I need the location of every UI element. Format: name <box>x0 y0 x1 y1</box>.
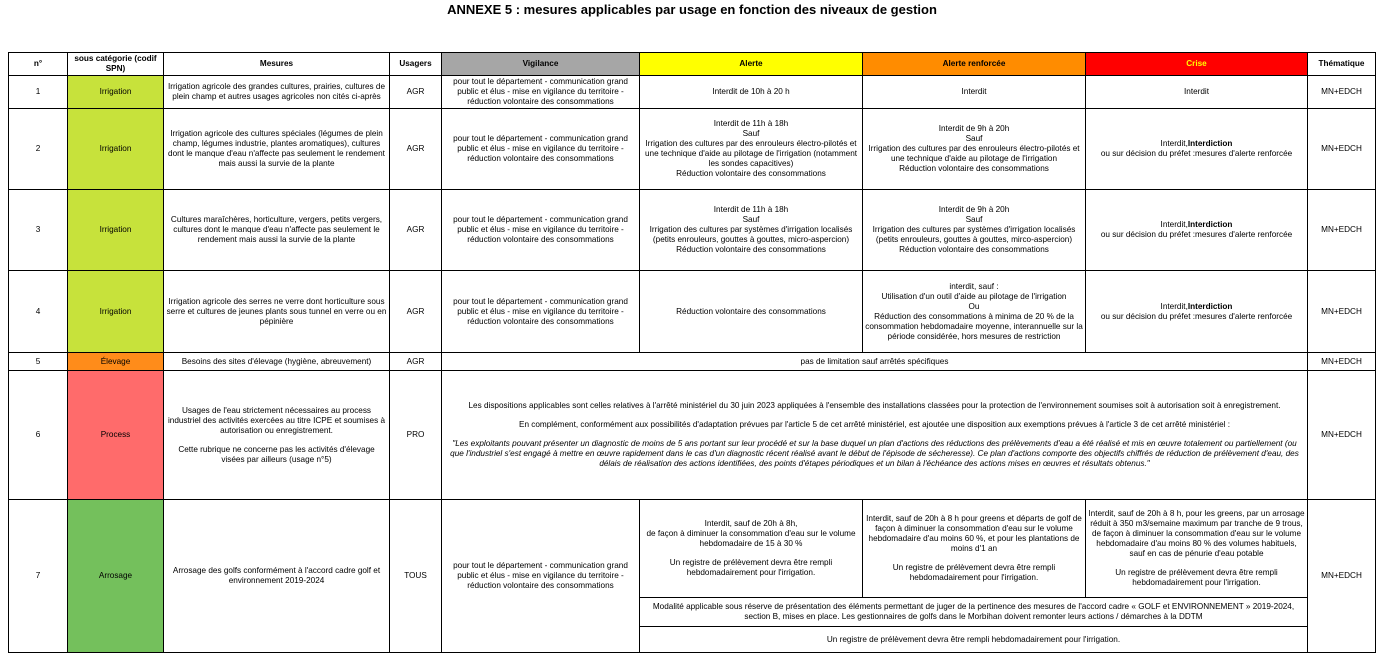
row-merged-measures: pas de limitation sauf arrêtés spécifiques <box>442 353 1308 371</box>
table-row <box>9 76 1376 109</box>
crise-prefix: Interdit, <box>1160 139 1188 148</box>
row-thematique: MN+EDCH <box>1308 371 1376 500</box>
ar-line: Réduction volontaire des consommations <box>899 245 1049 254</box>
row-mesure: Irrigation agricole des grandes cultures, prairies, cultures de plein champ et autres usages agricoles non cités ci-après <box>164 76 390 109</box>
header-row <box>9 53 1376 76</box>
process-paragraph-2: En complément, conformément aux possibilités d'adaptation prévues par l'article 5 de cet arrêté ministériel, est ajoutée une disposition aux exemptions prévues à l'article 3 de cet arrêté ministériel : <box>519 420 1230 429</box>
row-category: Irrigation <box>68 76 164 109</box>
crise-line: Interdit, sauf de 20h à 8 h, pour les greens, par un arrosage réduit à 350 m3/semaine maximum par tranche de 9 trous, de façon à diminuer la consommation d'eau sur le volume hebdomadaire d'au moins 80 % des volumes habituels, sauf en cas de pénurie d'eau potable <box>1088 509 1305 558</box>
ar-line: Sauf <box>965 134 983 143</box>
golf-registre-final: Un registre de prélèvement devra être rempli hebdomadairement pour l'irrigation. <box>640 627 1308 653</box>
alerte-line: Irrigation des cultures par systèmes d'irrigation localisés (petits enrouleurs, gouttes à gouttes, micro-aspercion) <box>649 225 853 244</box>
row-number: 7 <box>9 500 68 653</box>
page-title: ANNEXE 5 : mesures applicables par usage en fonction des niveaux de gestion <box>447 2 937 17</box>
row-category: Élevage <box>68 353 164 371</box>
row-category: Irrigation <box>68 190 164 271</box>
alerte-line: Réduction volontaire des consommations <box>676 169 826 178</box>
header-vigilance: Vigilance <box>442 53 640 76</box>
row-thematique: MN+EDCH <box>1308 76 1376 109</box>
row-usager: AGR <box>390 353 442 371</box>
crise-prefix: Interdit, <box>1160 220 1188 229</box>
header-alerte-renforcee: Alerte renforcée <box>863 53 1086 76</box>
alerte-line: Réduction volontaire des consommations <box>676 245 826 254</box>
alerte-line: Interdit de 11h à 18h <box>713 119 789 128</box>
row-thematique: MN+EDCH <box>1308 353 1376 371</box>
row-vigilance: pour tout le département - communication grand public et élus - mise en vigilance du territoire - réduction volontaire des consommations <box>442 500 640 653</box>
row-alerte: Réduction volontaire des consommations <box>640 271 863 353</box>
table-row <box>9 190 1376 271</box>
row-number: 1 <box>9 76 68 109</box>
row-vigilance: pour tout le département - communication grand public et élus - mise en vigilance du territoire - réduction volontaire des consommations <box>442 190 640 271</box>
row-category: Irrigation <box>68 271 164 353</box>
row-alerte <box>640 190 863 271</box>
ar-line: Réduction des consommations à minima de 20 % de la consommation hebdomadaire moyenne, interannuelle sur la période considérée, hors mesures de restriction <box>865 311 1083 341</box>
ar-line: Irrigation des cultures par systèmes d'irrigation localisés (petits enrouleurs, gouttes à gouttes, mirco-aspercion) <box>872 225 1076 244</box>
row-mesure <box>164 371 390 500</box>
row-alerte-renforcee: Interdit <box>863 76 1086 109</box>
row-usager: TOUS <box>390 500 442 653</box>
row-thematique: MN+EDCH <box>1308 500 1376 653</box>
row-alerte <box>640 109 863 190</box>
header-mesures: Mesures <box>164 53 390 76</box>
table-row <box>9 353 1376 371</box>
crise-suffix: ou sur décision du préfet :mesures d'alerte renforcée <box>1100 149 1293 158</box>
ar-line: Réduction volontaire des consommations <box>899 164 1049 173</box>
row-alerte-renforcee <box>863 109 1086 190</box>
row-mesure: Irrigation agricole des cultures spéciales (légumes de plein champ, légumes industrie, plantes aromatiques), cultures dont le manque d'eau n'affecte pas seulement le rendement mais aussi la survie de la plante <box>164 109 390 190</box>
alerte-line: Interdit de 11h à 18h <box>713 205 789 214</box>
row-number: 5 <box>9 353 68 371</box>
crise-bold: Interdiction <box>1187 139 1233 148</box>
row-number: 3 <box>9 190 68 271</box>
alerte-line: Irrigation des cultures par des enrouleurs électro-pilotés et une technique d'aide au pilotage de l'irrigation (notamment les sondes capacitives) <box>644 139 858 168</box>
ar-line: Utilisation d'un outil d'aide au pilotage de l'irrigation <box>881 291 1067 301</box>
mesure-paragraph: Cette rubrique ne concerne pas les activités d'élevage visées par ailleurs (usage n°5) <box>178 444 375 464</box>
row-vigilance: pour tout le département - communication grand public et élus - mise en vigilance du territoire - réduction volontaire des consommations <box>442 109 640 190</box>
ar-line: interdit, sauf : <box>949 281 999 291</box>
header-sous-categorie: sous catégorie (codif SPN) <box>68 53 164 76</box>
row-usager: AGR <box>390 109 442 190</box>
row-mesure: Arrosage des golfs conformément à l'accord cadre golf et environnement 2019-2024 <box>164 500 390 653</box>
header-crise: Crise <box>1086 53 1308 76</box>
crise-bold: Interdiction <box>1187 301 1233 311</box>
golf-modalite: Modalité applicable sous réserve de présentation des éléments permettant de juger de la pertinence des mesures de l'accord cadre « GOLF et ENVIRONNEMENT » 2019-2024, section B, mises en place. Les gestionnaires de golfs dans le Morbihan doivent remonter leurs actions / démarches à la DDTM <box>640 598 1308 627</box>
ar-line: Interdit de 9h à 20h <box>938 205 1010 214</box>
header-alerte: Alerte <box>640 53 863 76</box>
crise-bold: Interdiction <box>1187 220 1233 229</box>
row-usager: PRO <box>390 371 442 500</box>
crise-prefix: Interdit, <box>1160 301 1188 311</box>
ar-line: Interdit, sauf de 20h à 8 h pour greens et départs de golf de façon à diminuer la consommation d'eau sur le volume hebdomadaire d'au moins 60 %, et pour les plantations de moins d'1 an <box>866 514 1082 553</box>
registre-text: Un registre de prélèvement devra être rempli hebdomadairement pour l'irrigation. <box>892 563 1056 582</box>
header-usagers: Usagers <box>390 53 442 76</box>
row-alerte-renforcee <box>863 500 1086 598</box>
row-alerte-renforcee <box>863 271 1086 353</box>
ar-line: Irrigation des cultures par des enrouleurs électro-pilotés et une technique d'aide au pilotage de l'irrigation <box>868 144 1080 163</box>
header-thematique: Thématique <box>1308 53 1376 76</box>
process-paragraph-3: "Les exploitants pouvant présenter un diagnostic de moins de 5 ans portant sur leur procédé et sur la base duquel un plan d'actions des réductions des prélèvements d'eau a été réalisé et mis en œuvre totalement ou partiellement (ou que l'industriel s'est engagé à mettre en œuvre rapidement dans le cas d'un diagnostic récent réalisé avant le début de l'épisode de sécheresse). Ce plan d'actions comporte des objectifs chiffrés de réduction de prélèvement d'eau, des délais de réalisation des actions identifiées, des points d'étapes périodiques et un bilan à l'échéance des actions mises en œuvres et résultats obtenus." <box>450 439 1299 468</box>
ar-line: Sauf <box>965 215 983 224</box>
mesure-paragraph: Usages de l'eau strictement nécessaires au process industriel des activités exercées au titre ICPE et soumises à autorisation ou enregistrement. <box>167 405 386 435</box>
header-n: n° <box>9 53 68 76</box>
row-number: 2 <box>9 109 68 190</box>
row-number: 4 <box>9 271 68 353</box>
row-alerte-renforcee <box>863 190 1086 271</box>
registre-text: Un registre de prélèvement devra être rempli hebdomadairement pour l'irrigation. <box>669 558 833 577</box>
row-crise: Interdit <box>1086 76 1308 109</box>
row-alerte <box>640 500 863 598</box>
ar-line: Ou <box>968 301 980 311</box>
table-row <box>9 109 1376 190</box>
alerte-line: Sauf <box>742 215 760 224</box>
alerte-line: de façon à diminuer la consommation d'eau sur le volume hebdomadaire de 15 à 30 % <box>646 529 856 548</box>
row-number: 6 <box>9 371 68 500</box>
row-vigilance: pour tout le département - communication grand public et élus - mise en vigilance du territoire - réduction volontaire des consommations <box>442 271 640 353</box>
row-thematique: MN+EDCH <box>1308 109 1376 190</box>
table-row <box>9 500 1376 598</box>
table-row <box>9 271 1376 353</box>
row-crise <box>1086 109 1308 190</box>
row-mesure: Besoins des sites d'élevage (hygiène, abreuvement) <box>164 353 390 371</box>
row-category: Arrosage <box>68 500 164 653</box>
registre-text: Un registre de prélèvement devra être rempli hebdomadairement pour l'irrigation. <box>1115 568 1278 587</box>
row-merged-measures <box>442 371 1308 500</box>
row-vigilance: pour tout le département - communication grand public et élus - mise en vigilance du territoire - réduction volontaire des consommations <box>442 76 640 109</box>
row-mesure: Irrigation agricole des serres ne verre dont horticulture sous serre et cultures de jeunes plants sous tunnel en verre ou en pépinière <box>164 271 390 353</box>
measures-table <box>8 52 1376 653</box>
alerte-line: Sauf <box>742 129 760 138</box>
row-usager: AGR <box>390 76 442 109</box>
row-crise <box>1086 190 1308 271</box>
ar-line: Interdit de 9h à 20h <box>938 124 1010 133</box>
row-alerte: Interdit de 10h à 20 h <box>640 76 863 109</box>
crise-suffix: ou sur décision du préfet :mesures d'alerte renforcée <box>1100 230 1293 239</box>
row-usager: AGR <box>390 271 442 353</box>
table-row <box>9 371 1376 500</box>
row-category: Process <box>68 371 164 500</box>
row-usager: AGR <box>390 190 442 271</box>
row-crise <box>1086 271 1308 353</box>
alerte-line: Interdit, sauf de 20h à 8h, <box>704 519 798 528</box>
crise-suffix: ou sur décision du préfet :mesures d'alerte renforcée <box>1100 311 1293 321</box>
row-category: Irrigation <box>68 109 164 190</box>
row-thematique: MN+EDCH <box>1308 190 1376 271</box>
process-paragraph-1: Les dispositions applicables sont celles relatives à l'arrêté ministériel du 30 juin 2023 appliquées à l'ensemble des installations classées pour la protection de l'environnement soumises soit à autorisation soit à enregistrement. <box>468 401 1281 410</box>
row-mesure: Cultures maraîchères, horticulture, vergers, petits vergers, cultures dont le manque d'eau n'affecte pas seulement le rendement mais aussi la survie de la plante <box>164 190 390 271</box>
row-thematique: MN+EDCH <box>1308 271 1376 353</box>
row-crise <box>1086 500 1308 598</box>
